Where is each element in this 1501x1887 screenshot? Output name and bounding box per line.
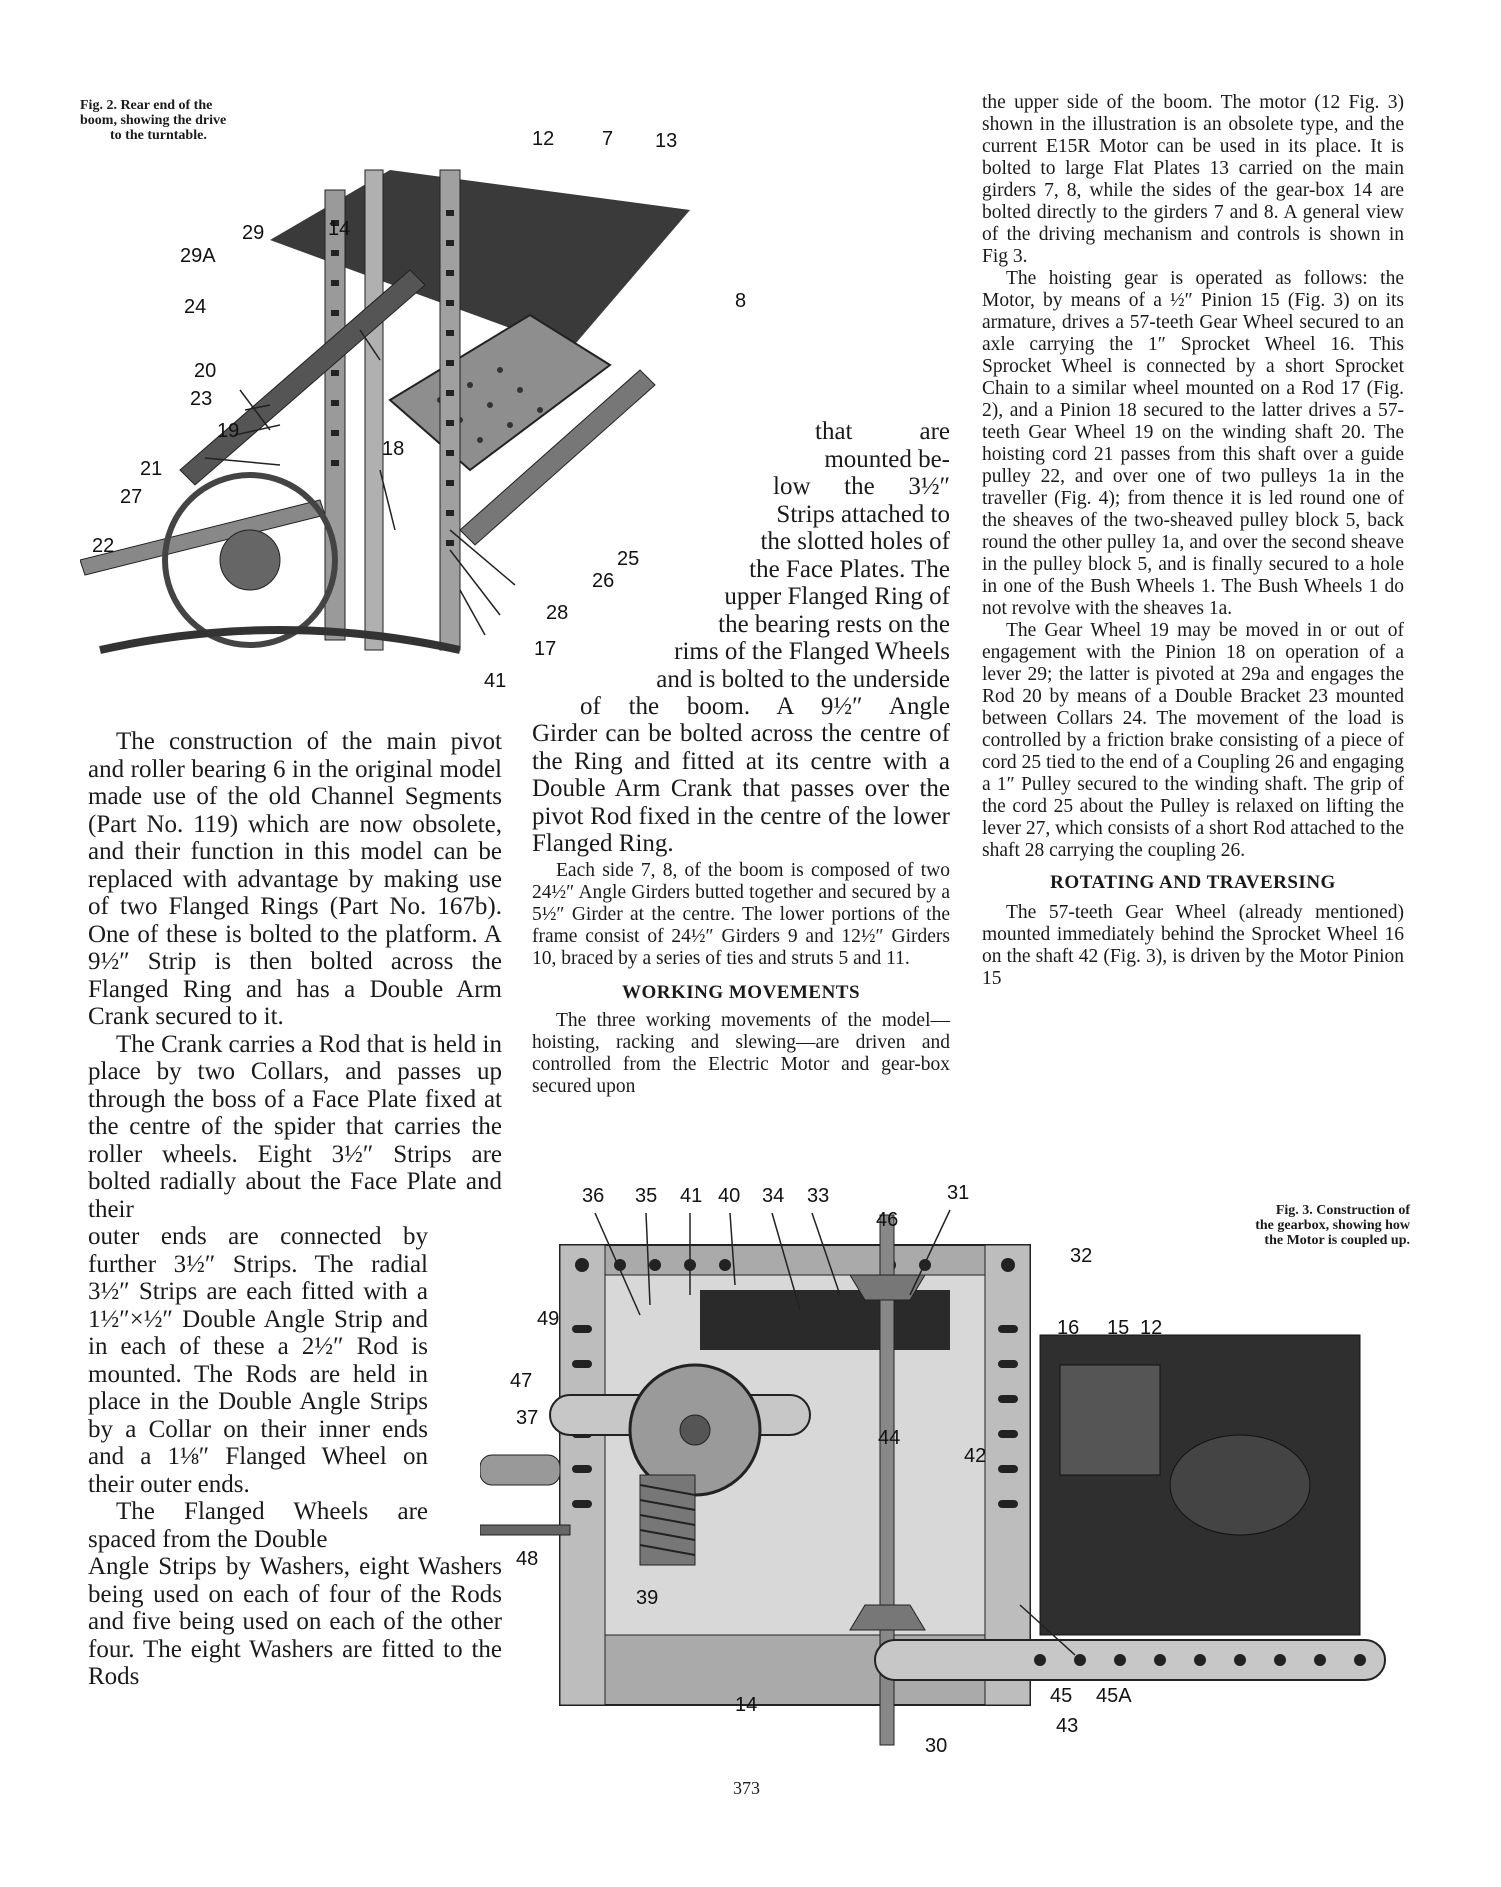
fig2-label: 29 (242, 222, 265, 244)
fig2-label: 28 (546, 602, 569, 624)
fig3-label: 12 (1140, 1317, 1163, 1339)
fig3-label: 30 (925, 1735, 948, 1757)
fig2-label: 25 (617, 548, 640, 570)
figure-3 (480, 1182, 1420, 1760)
fig3-label: 15 (1107, 1317, 1130, 1339)
text-line: low the 3½″ (773, 473, 950, 500)
fig2-label: 18 (382, 438, 405, 460)
middle-wrap-text (520, 418, 950, 721)
fig2-caption-line: Fig. 2. Rear end of the (80, 98, 213, 113)
heading-working-movements: WORKING MOVEMENTS (621, 981, 861, 1003)
fig3-label: 49 (537, 1308, 560, 1330)
fig3-label: 45 (1050, 1685, 1073, 1707)
fig3-label: 45A (1096, 1685, 1132, 1707)
page-number: 373 (733, 1778, 760, 1798)
fig3-caption-line: Fig. 3. Construction of (1275, 1203, 1410, 1218)
text-line: upper Flanged Ring of (724, 583, 950, 610)
fig2-label: 29A (180, 245, 216, 267)
fig3-label: 37 (516, 1407, 539, 1429)
paragraph: The three working movements of the model—hoisting, racking and slewing—are driven and controlled from the Electric Motor and gear-box secured upon (532, 1009, 950, 1097)
text-line: that are (815, 418, 950, 445)
fig2-caption-line: to the turntable. (110, 128, 207, 143)
fig2-label: 22 (92, 535, 115, 557)
fig2-label: 8 (735, 290, 747, 312)
paragraph: outer ends are connected by further 3½″ Strips. The radial 3½″ Strips are each fitted with a 1½″×½″ Double Angle Strip and in each of these a 2½″ Rod is mounted. The Rods are held in place in the Double Angle Strips by a Collar on their inner ends and a 1⅛″ Flanged Wheel on their outer ends. (88, 1223, 428, 1498)
text-line: the Face Plates. The (749, 555, 950, 583)
fig2-label: 23 (190, 388, 213, 410)
fig2-label: 17 (534, 638, 557, 660)
paragraph: The 57-teeth Gear Wheel (already mentioned) mounted immediately behind the Sprocket Wheel 16 on the shaft 42 (Fig. 3), is driven by the Motor Pinion 15 (982, 902, 1404, 989)
fig3-label: 46 (876, 1209, 899, 1231)
fig3-label: 44 (878, 1427, 901, 1449)
middle-column (532, 720, 950, 1098)
text-line: mounted be- (824, 445, 950, 473)
fig2-label: 13 (655, 130, 678, 152)
fig2-label: 7 (602, 128, 614, 150)
fig2-label: 41 (484, 670, 507, 692)
fig2-label: 26 (592, 570, 615, 592)
text-line: and is bolted to the underside (656, 665, 950, 693)
fig3-caption-line: the gearbox, showing how (1255, 1218, 1410, 1233)
fig2-label: 27 (120, 486, 143, 508)
figure-2 (80, 90, 747, 695)
paragraph: Each side 7, 8, of the boom is composed of two 24½″ Angle Girders butted together and secured by a 5½″ Girder at the centre. The lower portions of the frame consist of 24½″ Girders 9 and 12½″ Girders 10, braced by a series of ties and struts 5 and 11. (532, 859, 950, 969)
fig2-label: 12 (532, 128, 555, 150)
paragraph: The Gear Wheel 19 may be moved in or out of engagement with the Pinion 18 on operation of a lever 29; the latter is pivoted at 29a and engages the Rod 20 by means of a Double Bracket 23 mounted between Collars 24. The movement of the load is controlled by a friction brake consisting of a piece of cord 25 tied to the end of a Coupling 26 and engaging a 1″ Pulley secured to the winding shaft. The grip of the cord 25 about the Pulley is relaxed on lifting the lever 27, which consists of a short Rod attached to the shaft 28 carrying the coupling 26. (982, 620, 1404, 861)
fig3-label: 41 (680, 1185, 703, 1207)
text-line: rims of the Flanged Wheels (674, 638, 950, 665)
fig3-label: 33 (807, 1185, 830, 1207)
fig3-label: 47 (510, 1370, 533, 1392)
text-line: the bearing rests on the (718, 610, 950, 638)
fig3-caption-line: the Motor is coupled up. (1264, 1233, 1410, 1248)
fig3-illustration (480, 1185, 1420, 1760)
fig3-label: 43 (1056, 1715, 1079, 1737)
text-line: of the boom. A 9½″ Angle (580, 693, 950, 720)
paragraph: The construction of the main pivot and roller bearing 6 in the original model made use of the old Channel Segments (Part No. 119) which are now obsolete, and their function in this model can be replaced with advantage by making use of two Flanged Rings (Part No. 167b). One of these is bolted to the platform. A 9½″ Strip is then bolted across the Flanged Ring and has a Double Arm Crank secured to it. (88, 728, 502, 1030)
fig3-label: 36 (582, 1185, 605, 1207)
fig3-label: 16 (1057, 1317, 1080, 1339)
left-column (88, 728, 502, 1691)
fig2-caption-line: boom, showing the drive (80, 113, 227, 128)
fig3-label: 32 (1070, 1245, 1093, 1267)
fig3-label: 39 (636, 1587, 659, 1609)
fig3-label: 40 (718, 1185, 741, 1207)
fig2-label: 14 (328, 218, 351, 240)
fig2-label: 19 (217, 420, 240, 442)
fig2-label: 21 (140, 458, 163, 480)
fig3-label: 35 (635, 1185, 658, 1207)
fig2-label: 24 (184, 296, 207, 318)
fig3-label: 14 (735, 1694, 758, 1716)
fig3-label: 31 (947, 1182, 970, 1204)
heading-rotating: ROTATING AND TRAVERSING (1050, 872, 1336, 893)
paragraph: the upper side of the boom. The motor (12 Fig. 3) shown in the illustration is an obsolete type, and the current E15R Motor can be used in its place. It is bolted to large Flat Plates 13 carried on the main girders 7, 8, while the sides of the gear-box 14 are bolted directly to the girders 7 and 8. A general view of the driving mechanism and controls is shown in Fig 3. (982, 92, 1404, 267)
right-column (982, 92, 1404, 990)
fig3-label: 34 (762, 1185, 785, 1207)
paragraph: The hoisting gear is operated as follows: the Motor, by means of a ½″ Pinion 15 (Fig. 3) on its armature, drives a 57-teeth Gear Wheel secured to an axle carrying the 1″ Sprocket Wheel 16. This Sprocket Wheel is connected by a short Sprocket Chain to a similar wheel mounted on a Rod 17 (Fig. 2), and a Pinion 18 secured to the latter drives a 57-teeth Gear Wheel 19 on the winding shaft 20. The hoisting cord 21 passes from this shaft over a guide pulley 22, and over one of two pulleys 1a in the traveller (Fig. 4); from thence it is led round one of the sheaves of the two-sheaved pulley block 5, back round the other pulley 1a, and over the second sheave in the pulley block 5, and is finally secured to a hole in one of the Bush Wheels 1. The Bush Wheels 1 do not revolve with the sheaves 1a. (982, 268, 1404, 619)
paragraph: Angle Strips by Washers, eight Washers being used on each of four of the Rods and five being used on each of the other four. The eight Washers are fitted to the Rods (88, 1553, 502, 1690)
fig3-label: 42 (964, 1445, 987, 1467)
paragraph: Girder can be bolted across the centre of the Ring and fitted at its centre with a Double Arm Crank that passes over the pivot Rod fixed in the centre of the lower Flanged Ring. (532, 720, 950, 857)
fig3-label: 48 (516, 1548, 539, 1570)
paragraph: The Flanged Wheels are spaced from the Double (88, 1498, 428, 1553)
text-line: Strips attached to (776, 500, 950, 528)
fig2-label: 20 (194, 360, 217, 382)
paragraph: The Crank carries a Rod that is held in place by two Collars, and passes up through the boss of a Face Plate fixed at the centre of the spider that carries the roller wheels. Eight 3½″ Strips are bolted radially about the Face Plate and their (88, 1030, 502, 1223)
text-line: the slotted holes of (760, 528, 950, 555)
